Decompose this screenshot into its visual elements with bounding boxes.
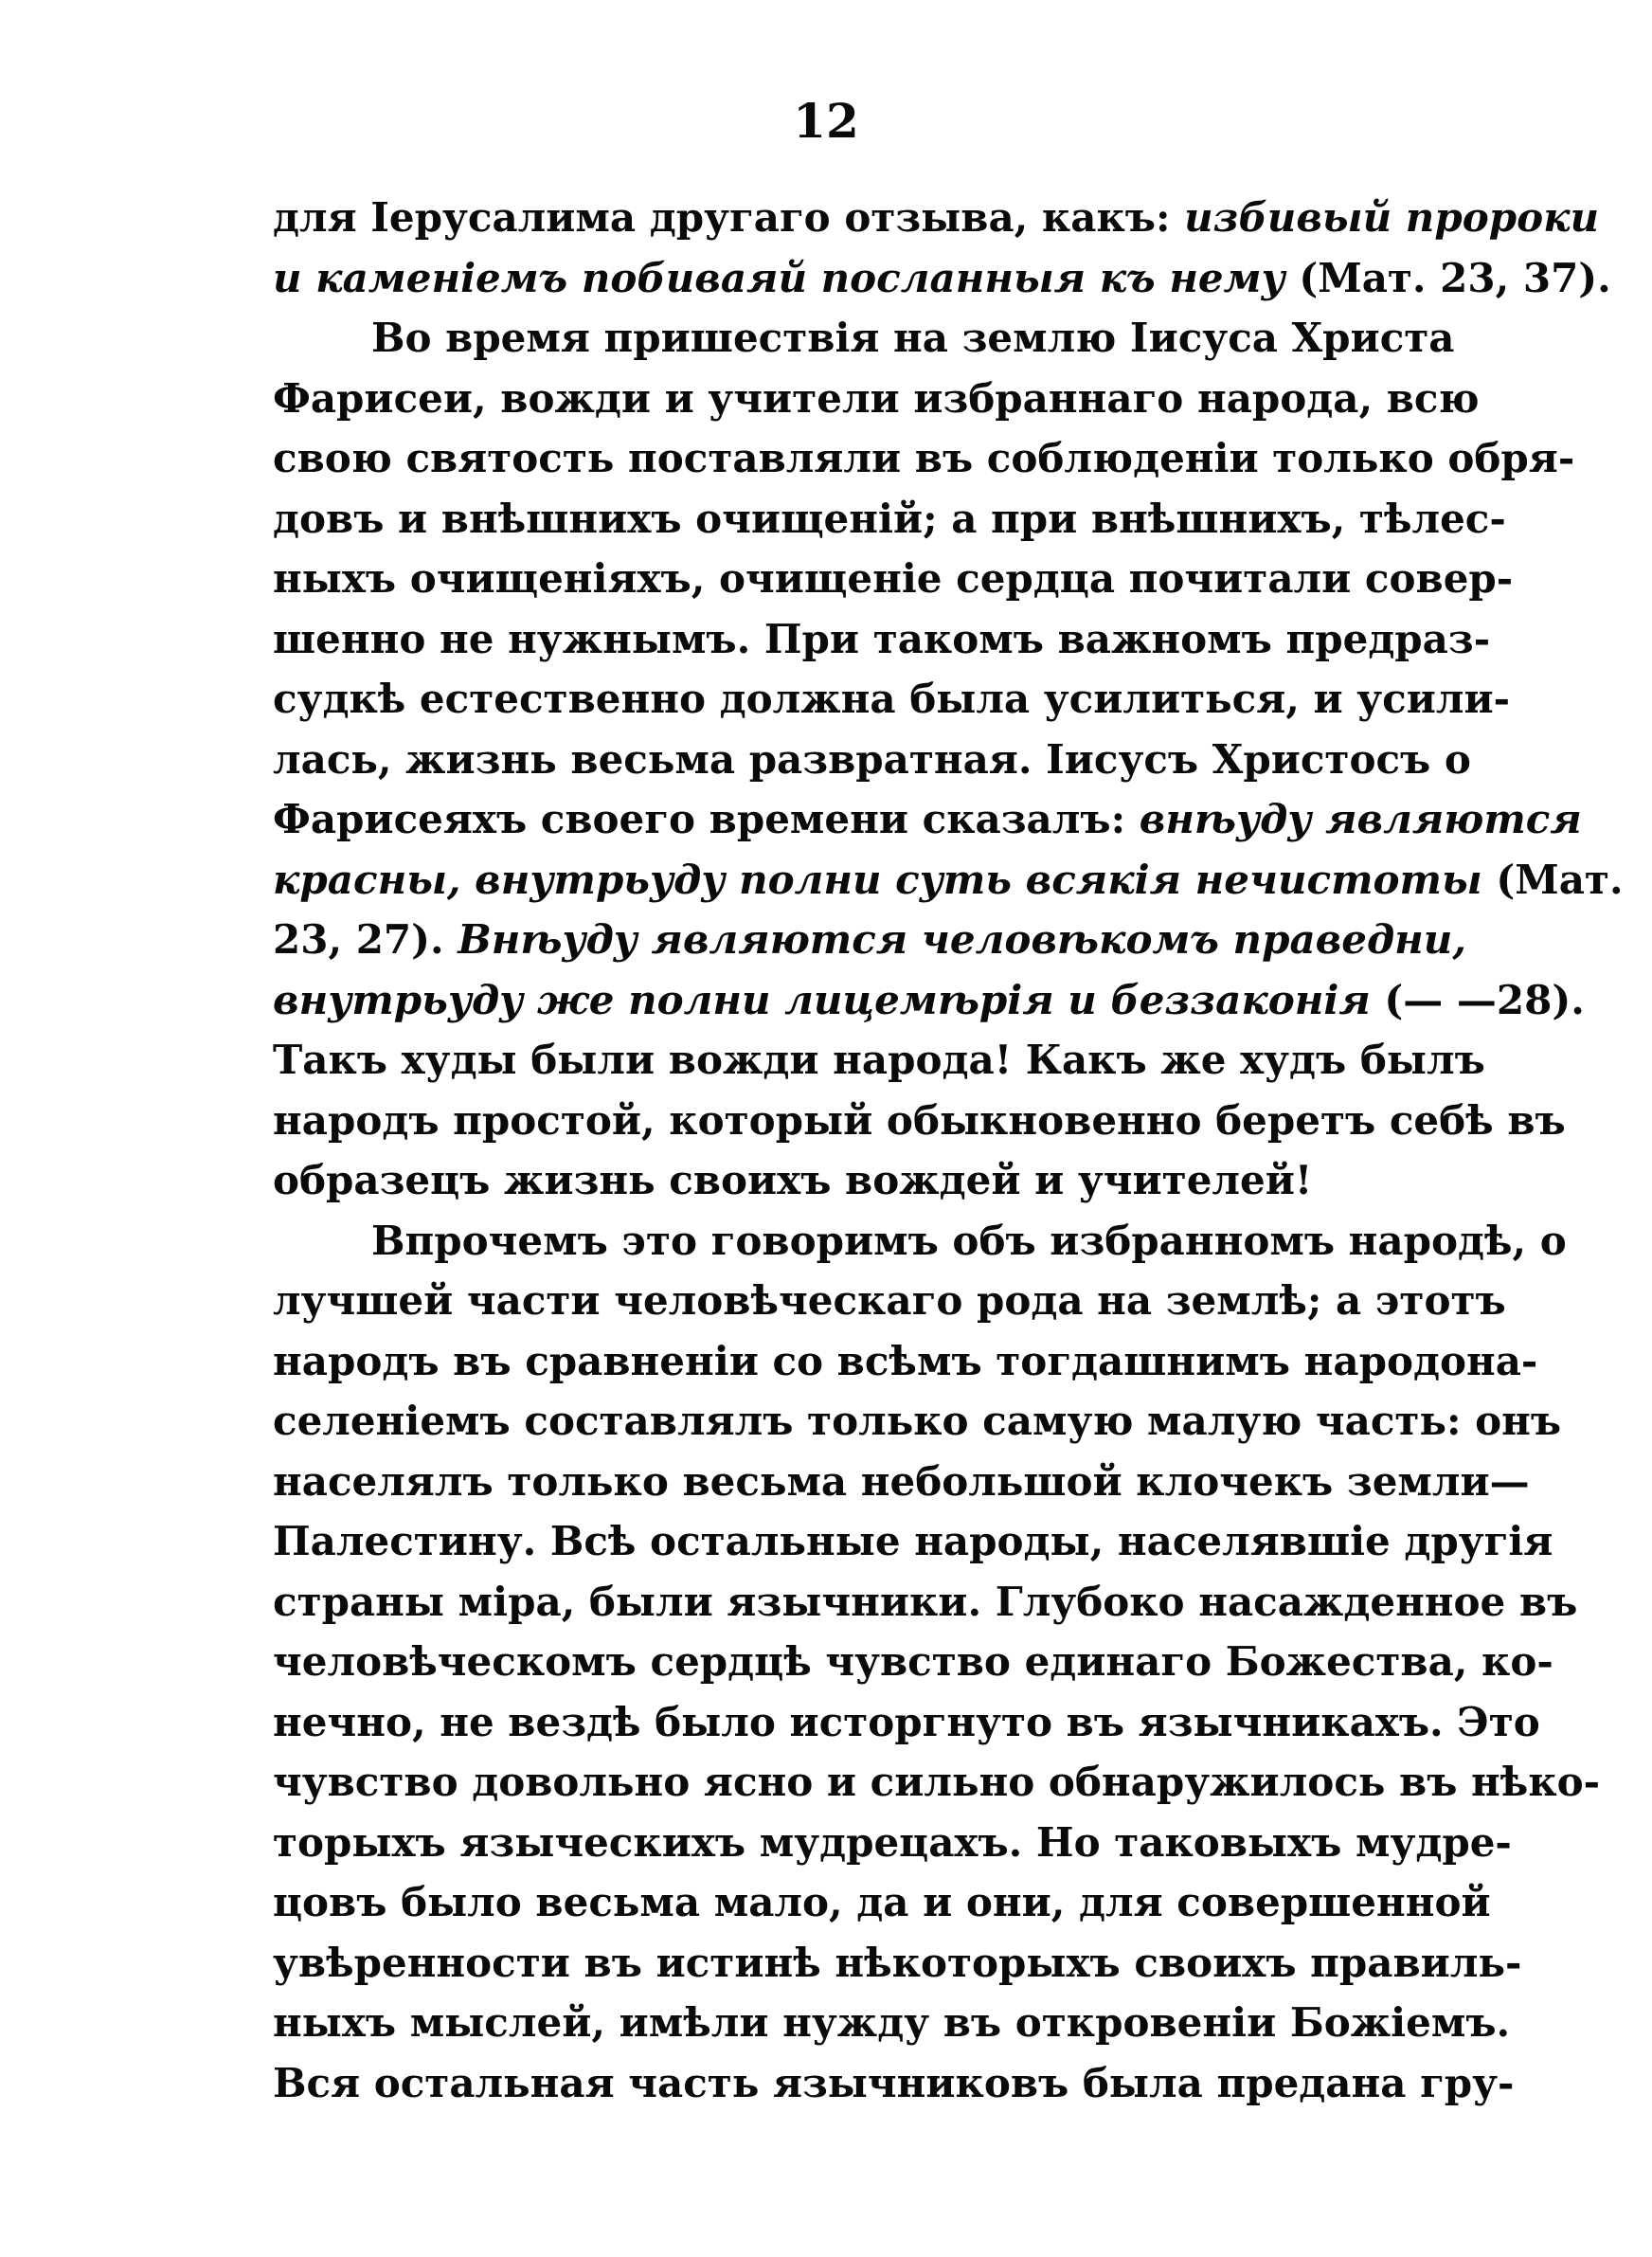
- italic-quote-segment: внутрьуду же полни лицемѣрія и беззаконія: [273, 976, 1371, 1023]
- text-line: [273, 1030, 1485, 1091]
- text-segment: народъ простой, который обыкновенно беретъ себѣ въ: [273, 1096, 1566, 1144]
- text-line: [273, 1813, 1512, 1873]
- text-line: [273, 1331, 1538, 1392]
- text-line: [273, 789, 1582, 850]
- text-segment: народъ въ сравненіи со всѣмъ тогдашнимъ народона-: [273, 1337, 1538, 1384]
- text-segment: ныхъ мыслей, имѣли нужду въ откровеніи Божіемъ.: [273, 1999, 1511, 2046]
- text-line: [273, 1391, 1562, 1452]
- text-line: [273, 369, 1480, 429]
- italic-quote-segment: и каменіемъ побиваяй посланныя къ нему: [273, 254, 1285, 301]
- text-line: [273, 549, 1514, 609]
- text-segment: Фарисеи, вожди и учители избраннаго народа, всю: [273, 374, 1480, 422]
- italic-quote-segment: внѣуду являются: [1139, 796, 1582, 842]
- text-segment: нечно, не вездѣ было исторгнуто въ язычникахъ. Это: [273, 1698, 1540, 1745]
- text-line: [273, 428, 1575, 489]
- text-line: [273, 1452, 1530, 1512]
- text-line: [273, 1271, 1506, 1331]
- italic-quote-segment: избивый пророки: [1184, 194, 1600, 241]
- text-segment: (Мат.: [1481, 856, 1624, 903]
- text-line: [273, 970, 1585, 1031]
- text-line: [273, 248, 1611, 309]
- text-segment: человѣческомъ сердцѣ чувство единаго Божества, ко-: [273, 1638, 1553, 1685]
- text-line: [273, 489, 1506, 550]
- text-line: [273, 1211, 1567, 1272]
- text-segment: селеніемъ составлялъ только самую малую часть: онъ: [273, 1398, 1562, 1444]
- text-line: [273, 188, 1600, 248]
- text-line: [273, 308, 1455, 369]
- italic-quote-segment: Внѣуду являются человѣкомъ праведни,: [458, 916, 1466, 963]
- text-line: [273, 1993, 1511, 2053]
- text-segment: страны міра, были язычники. Глубоко насажденное въ: [273, 1578, 1578, 1625]
- text-segment: образецъ жизнь своихъ вождей и учителей!: [273, 1157, 1313, 1203]
- text-segment: шенно не нужнымъ. При такомъ важномъ предраз-: [273, 615, 1491, 662]
- text-line: [273, 1872, 1491, 1933]
- text-segment: чувство довольно ясно и сильно обнаружилось въ нѣко-: [273, 1759, 1601, 1805]
- text-segment: торыхъ языческихъ мудрецахъ. Но таковыхъ мудре-: [273, 1818, 1512, 1866]
- text-segment: лучшей части человѣческаго рода на землѣ; а этотъ: [273, 1277, 1506, 1324]
- text-line: [273, 1572, 1578, 1633]
- text-line: [273, 669, 1511, 730]
- text-segment: Фарисеяхъ своего времени сказалъ:: [273, 796, 1140, 842]
- text-line: [273, 1091, 1566, 1151]
- text-segment: цовъ было весьма мало, да и они, для совершенной: [273, 1879, 1491, 1925]
- page-body-text: [273, 188, 1624, 2113]
- text-segment: Вся остальная часть язычниковъ была предана гру-: [273, 2059, 1515, 2106]
- page-number: 12: [793, 93, 859, 149]
- text-segment: довъ и внѣшнихъ очищеній; а при внѣшнихъ, тѣлес-: [273, 495, 1506, 542]
- text-segment: населялъ только весьма небольшой клочекъ земли—: [273, 1457, 1530, 1505]
- text-line: [273, 609, 1491, 670]
- italic-quote-segment: красны, внутрьуду полни суть всякія нечистоты: [273, 856, 1482, 903]
- text-segment: 23, 27).: [273, 916, 458, 963]
- text-line: [273, 1511, 1553, 1572]
- text-line: [273, 910, 1466, 970]
- text-segment: свою святость поставляли въ соблюденіи только обря-: [273, 435, 1575, 481]
- text-segment: Впрочемъ это говоримъ объ избранномъ народѣ, о: [371, 1217, 1567, 1264]
- text-line: [273, 1692, 1540, 1753]
- text-segment: судкѣ естественно должна была усилиться, и усили-: [273, 676, 1511, 722]
- text-line: [273, 730, 1471, 790]
- text-segment: (Мат. 23, 37).: [1284, 254, 1611, 301]
- text-segment: ныхъ очищеніяхъ, очищеніе сердца почитали совер-: [273, 555, 1514, 602]
- text-segment: Во время пришествія на землю Іисуса Христа: [371, 315, 1455, 361]
- text-segment: для Іерусалима другаго отзыва, какъ:: [273, 194, 1185, 241]
- text-segment: Палестину. Всѣ остальные народы, населявшіе другія: [273, 1518, 1553, 1564]
- text-segment: (— —28).: [1370, 976, 1585, 1023]
- text-line: [273, 1933, 1522, 1994]
- text-line: [273, 1752, 1601, 1813]
- text-line: [273, 1150, 1396, 1211]
- text-line: [273, 850, 1624, 911]
- text-line: [273, 2053, 1515, 2114]
- text-segment: лась, жизнь весьма развратная. Іисусъ Христосъ о: [273, 735, 1471, 783]
- text-segment: Такъ худы были вожди народа! Какъ же худъ былъ: [273, 1037, 1485, 1083]
- text-line: [273, 1632, 1553, 1692]
- text-segment: увѣренности въ истинѣ нѣкоторыхъ своихъ правиль-: [273, 1939, 1522, 1986]
